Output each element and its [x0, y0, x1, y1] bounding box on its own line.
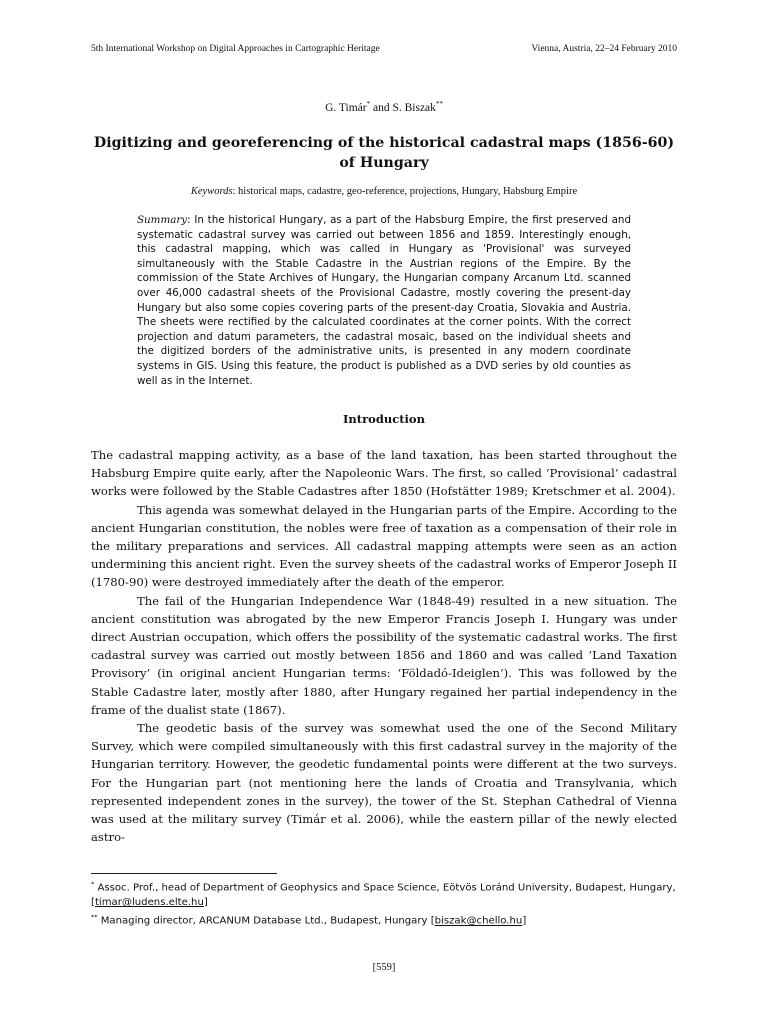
keywords-text: : historical maps, cadastre, geo-reference, projections, Hungary, Habsburg Empire: [232, 186, 578, 197]
paragraph-1: The cadastral mapping activity, as a base of the land taxation, has been started throughout the Habsburg Empire quite early, after the Napoleonic Wars. The first, so called ‘Provisional’ cadastral works were followed by the Stable Cadastres after 1850 (Hofstätter 1989; Kretschmer et al. 2004).: [91, 448, 677, 499]
author-conjunction: and: [370, 101, 393, 114]
footnote-1: [91, 877, 677, 910]
author-1: G. Timár: [325, 101, 367, 114]
summary-label: Summary: [137, 214, 188, 226]
footnotes: [91, 877, 677, 929]
header-workshop: 5th International Workshop on Digital Approaches in Cartographic Heritage: [91, 44, 380, 54]
author-2-mark: **: [435, 100, 443, 108]
author-2: S. Biszak: [392, 101, 436, 114]
author-1-mark: *: [366, 100, 371, 108]
footnote-2-text: Managing director, ARCANUM Database Ltd., Budapest, Hungary [: [97, 915, 435, 927]
keywords-line: [91, 186, 677, 197]
header-venue-date: Vienna, Austria, 22–24 February 2010: [531, 44, 677, 54]
footnote-2: [91, 910, 677, 928]
paragraph-4: The geodetic basis of the survey was somewhat used the one of the Second Military Survey, which were compiled simultaneously with this first cadastral survey in the majority of the Hungarian territory. However, the geodetic fundamental points were different at the two surveys. For the Hungarian part (not mentioning here the lands of Croatia and Transylvania, which represented independent zones in the survey), the tower of the St. Stephan Cathedral of Vienna was used at the military survey (Timár et al. 2006), while the eastern pillar of the newly elected astro-: [91, 721, 677, 845]
footnote-1-mark: *: [91, 880, 95, 888]
footnote-2-close: ]: [522, 915, 527, 927]
footnote-2-mark: **: [91, 913, 98, 922]
author-line: [0, 100, 768, 114]
paragraph-2: This agenda was somewhat delayed in the Hungarian parts of the Empire. According to the ancient Hungarian constitution, the nobles were free of taxation as a compensation of their role in the military preparations and services. All cadastral mapping attempts were seen as an action undermining this ancient right. Even the survey sheets of the cadastral works of Emperor Joseph II (1780-90) were destroyed immediately after the death of the emperor.: [91, 502, 677, 590]
footnote-2-email-link[interactable]: biszak@chello.hu: [434, 915, 523, 927]
footnote-1-text: Assoc. Prof., head of Department of Geophysics and Space Science, Eötvös Loránd University, Budapest, Hungary, [: [91, 882, 676, 909]
body-text: [91, 446, 677, 846]
keywords-label: Keywords: [190, 186, 233, 197]
paragraph-3: The fail of the Hungarian Independence War (1848-49) resulted in a new situation. The ancient constitution was abrogated by the new Emperor Francis Joseph I. Hungary was under direct Austrian occupation, which offers the possibility of the systematic cadastral works. The first cadastral survey was carried out mostly between 1856 and 1860 and was called ‘Land Taxation Provisory’ (in original ancient Hungarian terms: ‘Földadó-Ideiglen’). This was followed by the Stable Cadastre later, mostly after 1880, after Hungary regained her partial independency in the frame of the dualist state (1867).: [91, 593, 677, 717]
section-heading-introduction: Introduction: [343, 412, 425, 426]
footnote-divider: [91, 873, 277, 874]
footnote-1-close: ]: [203, 897, 208, 909]
page-number: [559]: [372, 962, 396, 973]
footnote-1-email-link[interactable]: timar@ludens.elte.hu: [94, 897, 204, 909]
summary-abstract: [137, 213, 631, 388]
paper-title: Digitizing and georeferencing of the historical cadastral maps (1856-60) of Hungary: [93, 135, 675, 171]
summary-text: : In the historical Hungary, as a part of the Habsburg Empire, the first preserved and systematic cadastral survey was carried out between 1856 and 1859. Interestingly enough, this cadastral mapping, which was called in Hungary as 'Provisional' was surveyed simultaneously with the Stable Cadastre in the Austrian regions of the Empire. By the commission of the State Archives of Hungary, the Hungarian company Arcanum Ltd. scanned over 46,000 cadastral sheets of the Provisional Cadastre, mostly covering the present-day Hungary but also some copies covering parts of the present-day Croatia, Slovakia and Austria. The sheets were rectified by the calculated coordinates at the corner points. With the correct projection and datum parameters, the cadastral mosaic, based on the individual sheets and the digitized borders of the administrative units, is presented in any modern coordinate systems in GIS. Using this feature, the product is published as a DVD series by old counties as well as in the Internet.: [137, 214, 631, 387]
